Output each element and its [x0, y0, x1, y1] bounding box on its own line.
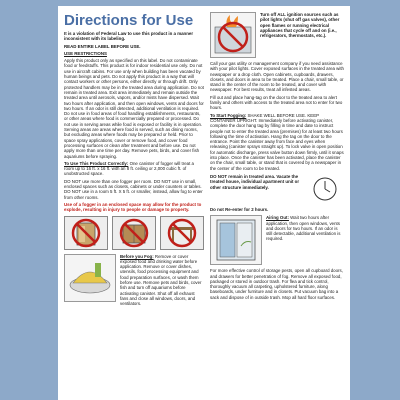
- use-restrictions-heading: USE RESTRICTIONS: [64, 50, 107, 56]
- ignition-detail-text: Call your gas utility or management company if you need assistance with your pilot lights. Cover exposed surfaces in the treated area with newspaper or a drop cloth. Open cabinets, cupboards, drawers, closets, and doors in area to be treated. Place a chair, small table, or stand in the center of the room to be treated, and cover with newspaper. For best results, treat all infested areas.: [210, 61, 344, 93]
- reenter-notice: Do not Re-enter for 2 hours.: [210, 206, 269, 212]
- capacity-paragraph: [64, 161, 204, 177]
- before-fog-text: Remove or cover exposed food and drinking water before application. Remove or cover dishes, utensils, food processing equipment and food preparation surfaces, or wash them before use. Remove pets and birds, cover fish and turn off aquariums before activating canister. Shut off all exhaust fans and close all windows, doors, and ventilators.: [120, 253, 202, 307]
- ignition-section: [210, 12, 344, 58]
- right-column: [210, 12, 344, 309]
- capacity-text: One canister of fogger will treat a room up to 16 ft. x 16 ft. with an 8 ft. ceiling or 2,000 cubic ft. of unobstructed space.: [64, 160, 194, 177]
- law-notice: It is a violation of Federal Law to use this product in a manner inconsistent with its labeling.: [64, 31, 194, 42]
- airing-section: [210, 215, 344, 265]
- start-fogging-text: SHAKE WELL BEFORE USE. KEEP CONTAINER UPRIGHT. Immediately before activating canister, complete the door hang tag by filling in time and date to instruct people not to enter the treated area (premises) for at least two hours following the time of activation. Hang the tag on the door to the entrance. Point the canister away from face and eyes when releasing (canister sprays straight up). To lock valve in open position for automatic discharge, press valve button down firmly, until it snaps into place. Once the canister has been activated, place the canister on the chair, small table, or stand that is covered by a newspaper in the center of the room to be treated.: [210, 112, 344, 171]
- hang-tag-text: Fill out and place hang-tag on the door to the treated area to alert family and others with access to the treated area not to enter for two hours.: [210, 94, 343, 111]
- open-window-icon: [210, 215, 262, 265]
- no-fogging-cabinet-icon: [112, 216, 156, 250]
- read-label-notice: READ ENTIRE LABEL BEFORE USE.: [64, 43, 141, 49]
- explosion-warning: Use of a fogger in an enclosed space may allow for the product to explode, resulting in injury to people or damage to property.: [64, 201, 202, 213]
- left-column: [64, 12, 204, 309]
- directions-title: Directions for Use: [64, 12, 194, 29]
- start-fogging-paragraph: [210, 113, 344, 171]
- airing-heading: Airing Out:: [266, 215, 289, 221]
- before-fog-heading: Before you Fog:: [120, 253, 154, 259]
- airing-text: Wait two hours after application, then open windows, vents and doors for two hours. If an odor is still detectable, additional ventilation is required.: [266, 215, 341, 242]
- vacate-text: DO NOT remain in treated area. Vacate the treated house, individual apartment unit or other structure immediately.: [210, 173, 300, 190]
- no-fogging-closet-icon: [64, 216, 108, 250]
- prohibited-use-figures: [64, 216, 204, 250]
- timer-icon: [310, 174, 340, 204]
- no-use-text: DO NOT use more than one fogger per room. DO NOT use in small, enclosed spaces such as closets, cabinets or under counters or tables. DO NOT use in a room 5 ft. X 5 ft. or smaller, instead, allow fog to enter from other rooms.: [64, 178, 203, 200]
- ignition-text: Turn off ALL ignition sources such as pilot lights (shut off gas valves), other open flames or running electrical appliances that cycle off and on (i.e., refrigerators, thermostats, etc.).: [260, 12, 340, 39]
- label-page: [58, 6, 350, 400]
- no-fogging-under-table-icon: [160, 216, 204, 250]
- before-fog-paragraph: [120, 254, 204, 307]
- capacity-heading: To Use This Product Correctly:: [64, 160, 129, 166]
- ignition-paragraph: [260, 12, 344, 58]
- gas-stove-flame-icon: [210, 12, 256, 58]
- airing-paragraph: [266, 215, 344, 265]
- vacate-section: [210, 174, 344, 204]
- before-fog-section: [64, 254, 204, 307]
- covered-food-dishes-icon: [64, 254, 116, 302]
- start-fogging-heading: To Start Fogging:: [210, 112, 247, 118]
- use-restrictions-text: Apply this product only as specified on this label. Do not contaminate food or feedstuffs. This product is for indoor residential use only. Do not use in aircraft cabins. For use only when building has been vacated by human beings and pets. Do not apply this product in a way that will contact workers or other persons, either directly or through drift. Only protected handlers may be in the treated area during application. Do not remain in treated area. Exit area immediately and remain outside the treated area until aerosols, vapors, and/or mists have dispersed. Wait two hours after application, and then open windows, vents and doors for two hours. If an odor is still detected, additional ventilation is required. Do not use in food areas of food handling establishments, restaurants, or other areas where food is commercially prepared or processed. Do not use in serving areas while food is exposed or facility is in operation. Serving areas are areas where food is served, such as dining rooms, but excluding areas where foods may be prepared or held. Prior to space spray applications, cover or remove food, and cover food processing surfaces or clean after treatment and before use. Do not apply more than one time per day. Remove pets, birds, and cover fish aquariums before spraying.: [64, 58, 204, 159]
- effective-control-text: For more effective control of storage pests, open all cupboard doors, and drawers for better penetration of fog. Remove all exposed food, packaged or stored in outdoor trash. For flea and tick control, thoroughly vacuum all carpeting, upholstered furniture, along baseboards, under furniture and in closets. Put vacuum bag into a sack and dispose of in outside trash. Mop all hard floor surfaces.: [210, 268, 343, 300]
